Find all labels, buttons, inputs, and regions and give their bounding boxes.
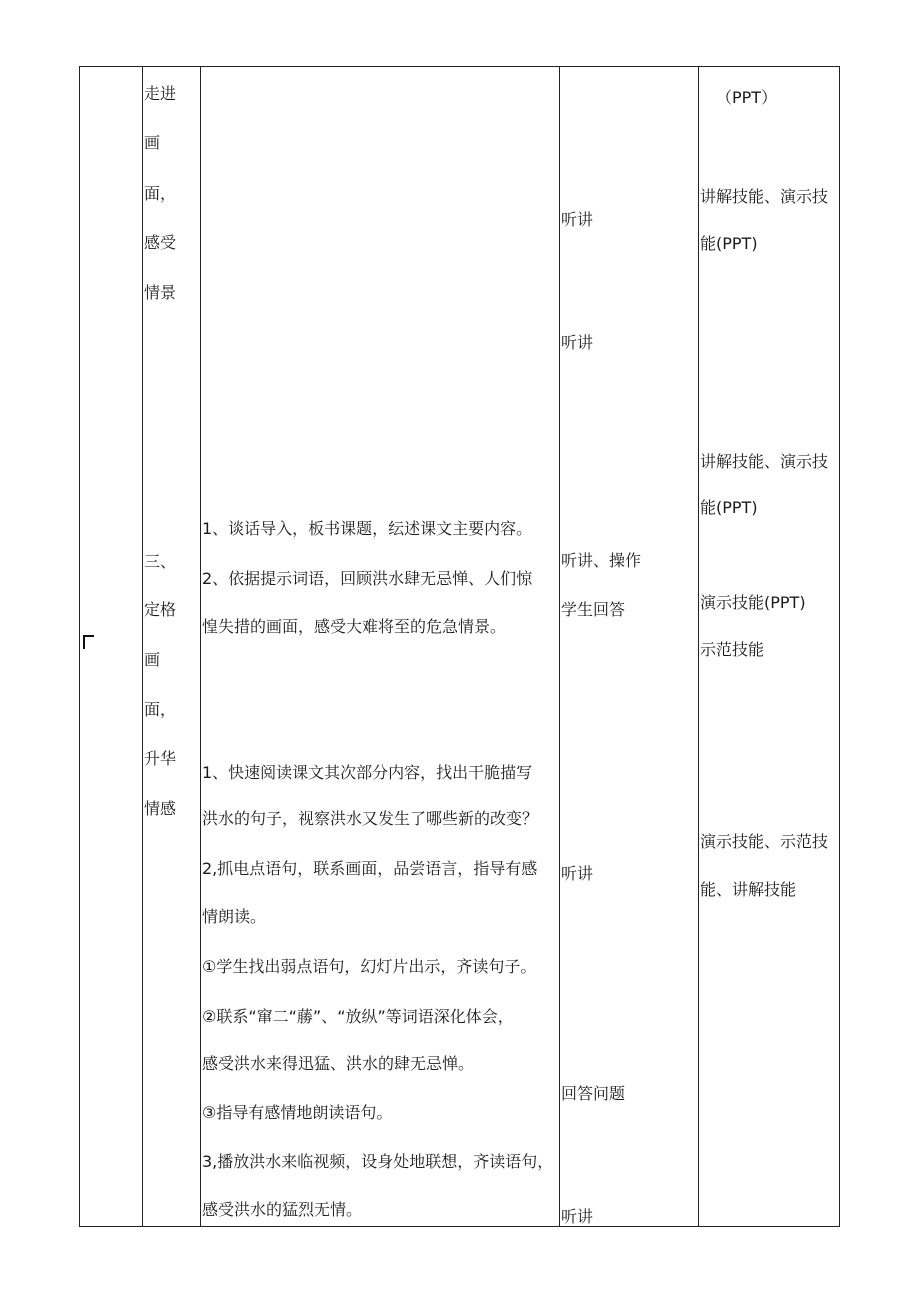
section-heading-text: 情感 bbox=[144, 799, 177, 818]
content-line: 感受洪水的猛烈无情。 bbox=[202, 1200, 363, 1219]
section-heading-text: 画 bbox=[144, 650, 161, 669]
section-heading-text: 感受 bbox=[144, 233, 177, 252]
content-line: 3,播放洪水来临视频，设身处地联想，齐读语句， bbox=[202, 1152, 554, 1171]
section-heading-text: 走进 bbox=[144, 84, 177, 103]
section-heading-text: 定格 bbox=[144, 600, 177, 619]
section-heading-text: 三、 bbox=[144, 552, 177, 571]
student-activity: 听讲 bbox=[561, 333, 594, 352]
content-line: ③指导有感情地朗读语句。 bbox=[202, 1103, 393, 1122]
content-line: 1、谈话导入，板书课题，纭述课文主要内容。 bbox=[202, 519, 533, 538]
section-heading-text: 画 bbox=[144, 133, 161, 152]
skill-text: 演示技能、示范技 bbox=[700, 832, 829, 851]
content-line: 洪水的句子，视察洪水又发生了哪些新的改变？ bbox=[202, 809, 539, 828]
column-divider-4 bbox=[698, 67, 699, 1226]
content-line: ①学生找出弱点语句，幻灯片出示，齐读句子。 bbox=[202, 957, 537, 976]
content-line: 2,抓电点语句，联系画面，品尝语言，指导有感 bbox=[202, 859, 538, 878]
content-line: 1、快速阅读课文其次部分内容，找出干脆描写 bbox=[202, 763, 533, 782]
section-heading-text: 面， bbox=[144, 184, 177, 203]
skill-text: 能(PPT) bbox=[700, 498, 758, 517]
section-heading-text: 升华 bbox=[144, 749, 177, 768]
column-divider-2 bbox=[200, 67, 201, 1226]
student-activity: 听讲、操作 bbox=[561, 551, 642, 570]
content-line: ②联系“窜二“蕂”、“放纵”等词语深化体会， bbox=[202, 1007, 514, 1026]
section-heading-text: 面， bbox=[144, 700, 177, 719]
student-activity: 听讲 bbox=[561, 1207, 594, 1226]
column-divider-3 bbox=[559, 67, 560, 1226]
skill-text: 讲解技能、演示技 bbox=[700, 187, 829, 206]
skill-text: （PPT） bbox=[716, 88, 778, 107]
content-line: 惶失措的画面，感受大难将至的危急情景。 bbox=[202, 617, 507, 636]
content-line: 2、依据提示词语，回顾洪水肆无忌惮、人们惊 bbox=[202, 569, 533, 588]
column-divider-1 bbox=[142, 67, 143, 1226]
content-line: 情朗读。 bbox=[202, 907, 267, 926]
skill-text: 讲解技能、演示技 bbox=[700, 452, 829, 471]
section-heading-text: 情景 bbox=[144, 283, 177, 302]
skill-text: 示范技能 bbox=[700, 640, 765, 659]
skill-text: 能(PPT) bbox=[700, 234, 758, 253]
skill-text: 演示技能(PPT) bbox=[700, 593, 806, 612]
student-activity: 听讲 bbox=[561, 210, 594, 229]
content-line: 感受洪水来得迅猛、洪水的肆无忌惮。 bbox=[202, 1054, 475, 1073]
student-activity: 听讲 bbox=[561, 864, 594, 883]
lesson-plan-table bbox=[79, 66, 840, 1227]
skill-text: 能、讲解技能 bbox=[700, 880, 797, 899]
student-activity: 回答问题 bbox=[561, 1084, 626, 1103]
student-activity: 学生回答 bbox=[561, 600, 626, 619]
corner-mark bbox=[83, 635, 94, 649]
